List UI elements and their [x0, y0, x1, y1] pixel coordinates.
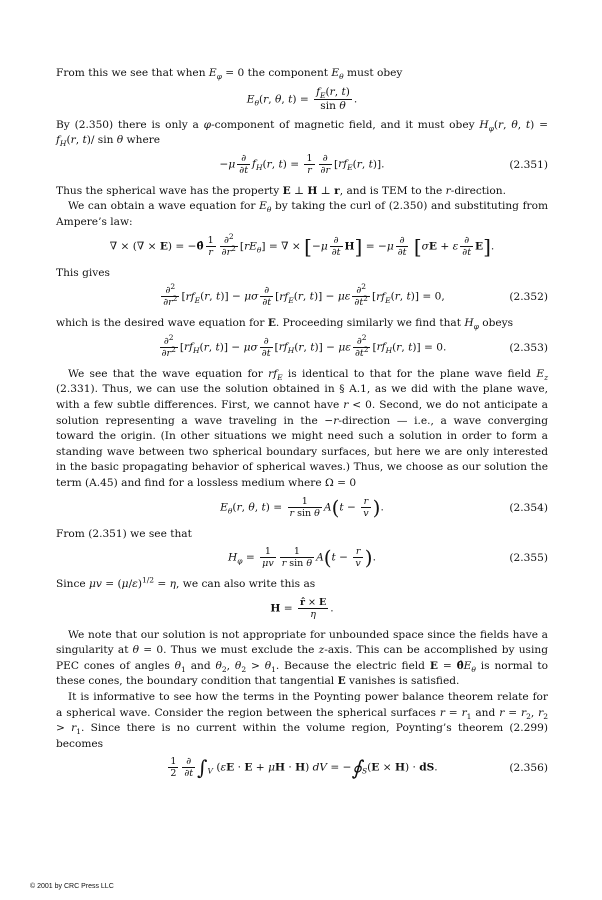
paragraph-4: We can obtain a wave equation for $E_\theta$ by taking the curl of (2.350) and substituting from Ampere’s law: — [56, 200, 549, 228]
equation-e-theta: $E_\theta(r$, θ, t) = $\frac{f_E(r, t)}{\text{sin θ}}$ . — [246, 85, 358, 112]
equation-h: H = $\frac{r̂ \times E}{\eta}$ . — [270, 596, 334, 620]
equation-2354: $E_\theta(r$, θ, t) = $\frac{1}{\text{r sin θ}}$ A(t − $\frac{r}{v}$ ). (2.354) — [220, 495, 548, 519]
equation-curl: ∇ × (∇ × E) = −θ̂ $\frac{1}{r}$ $\frac{\partial^2}{\partial r^2}$ $[rE_\theta]$ = ∇ × [−μ $\frac{\partial}{\partial t}$ H] = −μ $\frac{\partial}{\partial t}$ [σE + ε $\frac{\partial}{\partial t}$ E]. — [109, 231, 495, 259]
equation-number: (2.351) — [509, 158, 548, 171]
copyright-footer: © 2001 by CRC Press LLC — [30, 883, 114, 890]
paragraph-7: We see that the wave equation for $rf_E$ is identical to that for the plane wave field $E_z$ (2.331). Thus, we can use the solution obtained in § A.1, as we did with the plane wave, with a few subtle differences. First, we cannot have r < 0. Second, we do not anticipate a solution representing a wave traveling in the −r-direction — i.e., a wave converging toward the origin. (In other situations we might need such a solution in order to form a standing wave between two spherical boundary surfaces, but here we are only interested in the basic propagating behavior of spherical waves.) Thus, we choose as our solution the term (A.45) and find for a lossless medium where Ω = 0 — [56, 367, 549, 489]
equation-number: (2.352) — [509, 291, 548, 304]
paragraph-3: Thus the spherical wave has the property E ⊥ H ⊥ r, and is TEM to the r-direction. — [56, 184, 506, 197]
paragraph-10: We note that our solution is not appropriate for unbounded space since the fields have a singularity at θ = 0. Thus we must exclude the z-axis. This can be accomplished by using PEC cones of angles $\theta_1$ and $\theta_2$, $\theta_2 > \theta_1$. Because the electric field $E = \thetâE_\theta$ is normal to these cones, the boundary condition that tangential E vanishes is satisfied. — [56, 628, 549, 688]
equation-2355: $H_\varphi$ = $\frac{1}{\mu v}$ $\frac{1}{\text{r sin θ}}$ A(t − $\frac{r}{v}$ ). (2.355) — [228, 545, 548, 570]
equation-number: (2.353) — [509, 341, 548, 354]
equation-number: (2.354) — [509, 501, 548, 514]
equation-2351: −μ $\frac{\partial}{\partial t}$ $f_H(r$, t) = $\frac{1}{r}$ $\frac{\partial}{\partial r}$ [$rf_E(r$, t)]. (2.351) — [219, 152, 548, 176]
paragraph-1: From this we see that when $E_\varphi = 0$ the component $E_\theta$ must obey — [56, 67, 403, 82]
page-body — [56, 66, 548, 787]
equation-2353: $\frac{\partial^2}{\partial r^2}$ [$rf_H(r$, t)] − μσ $\frac{\partial}{\partial t}$ [$rf_H(r$, t)] − με $\frac{\partial^2}{\partial t^2}$ [$rf_H(r$, t)] = 0. (2.353) — [161, 332, 548, 359]
equation-number: (2.355) — [509, 552, 548, 565]
equation-2352: $\frac{\partial^2}{\partial r^2}$ [$rf_E(r$, t)] − μσ $\frac{\partial}{\partial t}$ [$rf_E(r$, t)] − με $\frac{\partial^2}{\partial t^2}$ [$rf_E(r$, t)] = 0, (2.352) — [163, 282, 548, 309]
paragraph-2: By (2.350) there is only a φ-component of magnetic field, and it must obey $H_\varphi(r$, θ, $t) = f_H(r$, t)/ sin θ where — [56, 118, 548, 149]
paragraph-5: This gives — [56, 266, 110, 279]
equation-2356: $\frac{1}{2}$ $\frac{\partial}{\partial t}$ $\int_V$ (εE · E + μH · H) dV = $-∮_S(E \times H)$ · dS. (2.356) — [170, 755, 548, 780]
paragraph-11: It is informative to see how the terms in the Poynting power balance theorem relate for a spherical wave. Consider the region between the spherical surfaces $r = r_1$ and $r = r_2$, $r_2 > r_1$. Since there is no current within the volume region, Poynting’s theorem (2.299) becomes — [56, 691, 548, 750]
paragraph-8: From (2.351) we see that — [56, 527, 192, 540]
paragraph-9: Since $\mu v = (\mu/\varepsilon)^{1/2} = \eta$, we can also write this as — [56, 575, 316, 591]
paragraph-6: which is the desired wave equation for E. Proceeding similarly we find that $H_\varphi$ obeys — [56, 317, 514, 332]
equation-number: (2.356) — [509, 762, 548, 775]
